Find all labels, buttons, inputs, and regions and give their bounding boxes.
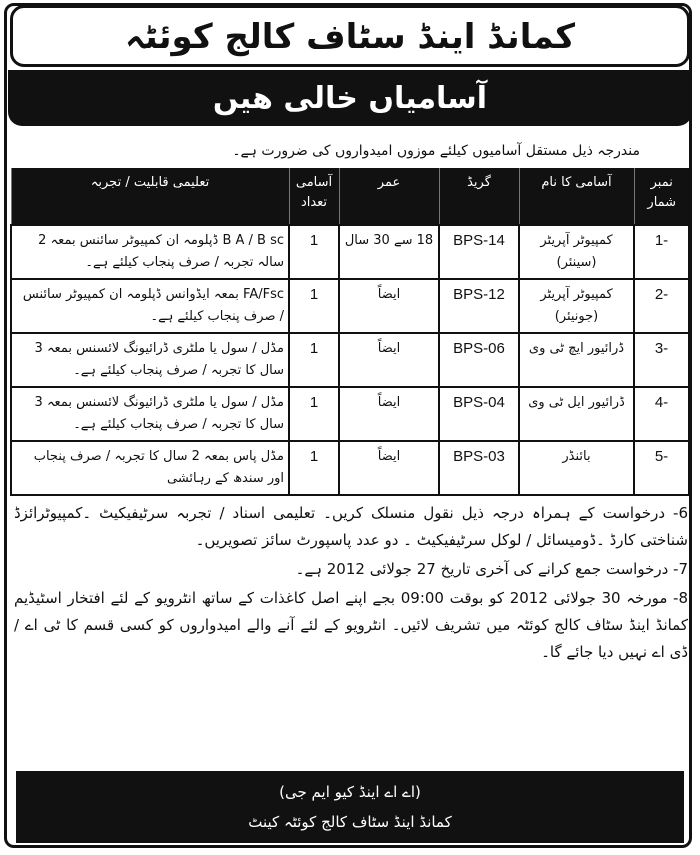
intro-text: مندرجہ ذیل مستقل آسامیوں کیلئے موزوں امیدواروں کی ضرورت ہے۔: [232, 143, 640, 159]
cell-grade: BPS-12: [439, 279, 519, 333]
cell-post: کمپیوٹر آپریٹر (جونیئر): [519, 279, 634, 333]
cell-grade: BPS-06: [439, 333, 519, 387]
cell-count: 1: [289, 333, 339, 387]
vacancies-banner: [8, 70, 692, 126]
cell-qualification: FA/Fsc بمعہ ایڈوانس ڈپلومہ ان کمپیوٹر سائنس / صرف پنجاب کیلئے ہے۔: [11, 279, 289, 333]
cell-post: ڈرائیور ایل ٹی وی: [519, 387, 634, 441]
footer-line-2: کمانڈ اینڈ سٹاف کالج کوئٹہ کینٹ: [248, 813, 452, 831]
table-row: [11, 441, 689, 495]
cell-qualification: مڈل / سول یا ملٹری ڈرائیونگ لائسنس بمعہ 3 سال کا تجربہ / صرف پنجاب کیلئے ہے۔: [11, 333, 289, 387]
cell-count: 1: [289, 441, 339, 495]
cell-age: ایضاً: [339, 387, 439, 441]
cell-serial: -5: [634, 441, 689, 495]
title-box: [10, 5, 690, 67]
cell-serial: -4: [634, 387, 689, 441]
cell-serial: -1: [634, 225, 689, 279]
cell-grade: BPS-04: [439, 387, 519, 441]
cell-count: 1: [289, 225, 339, 279]
cell-age: ایضاً: [339, 333, 439, 387]
cell-serial: -3: [634, 333, 689, 387]
header-post: آسامی کا نام: [519, 168, 634, 225]
note-8: 8- مورخہ 30 جولائی 2012 کو بوقت 09:00 بجے اپنے اصل کاغذات کے ساتھ انٹرویو کے لئے افتخار اسٹیڈیم کمانڈ اینڈ سٹاف کالج کوئٹہ میں تشریف لائیں۔ انٹرویو کے لئے آنے والے امیدواروں کو کسی قسم کا ٹی اے / ڈی اے نہیں دیا جائے گا۔: [14, 589, 688, 661]
table-header-row: [11, 168, 689, 225]
cell-post: بائنڈر: [519, 441, 634, 495]
vacancies-table: [10, 168, 690, 496]
cell-post: ڈرائیور ایچ ٹی وی: [519, 333, 634, 387]
header-count: آسامی تعداد: [289, 168, 339, 225]
table-row: [11, 279, 689, 333]
footer-line-1: (اے اے اینڈ کیو ایم جی): [279, 783, 421, 801]
cell-post: کمپیوٹر آپریٹر (سینئر): [519, 225, 634, 279]
header-age: عمر: [339, 168, 439, 225]
cell-age: 18 سے 30 سال: [339, 225, 439, 279]
table-row: [11, 225, 689, 279]
header-qualification: تعلیمی قابلیت / تجربہ: [11, 168, 289, 225]
cell-qualification: B A / B sc ڈپلومہ ان کمپیوٹر سائنس بمعہ 2 سالہ تجربہ / صرف پنجاب کیلئے ہے۔: [11, 225, 289, 279]
cell-qualification: مڈل / سول یا ملٹری ڈرائیونگ لائسنس بمعہ 3 سال کا تجربہ / صرف پنجاب کیلئے ہے۔: [11, 387, 289, 441]
banner-text: آسامیاں خالی ھیں: [212, 80, 488, 116]
table-row: [11, 333, 689, 387]
page-title: کمانڈ اینڈ سٹاف کالج کوئٹہ: [124, 16, 576, 57]
cell-age: ایضاً: [339, 441, 439, 495]
table-row: [11, 387, 689, 441]
note-6: 6- درخواست کے ہمراہ درجہ ذیل نقول منسلک کریں۔ تعلیمی اسناد / تجربہ سرٹیفیکیٹ ۔کمپیوٹرائزڈ شناختی کارڈ ۔ڈومیسائل / لوکل سرٹیفیکیٹ ۔ دو عدد پاسپورٹ سائز تصویریں۔: [14, 504, 688, 549]
notes: [10, 496, 690, 668]
cell-grade: BPS-14: [439, 225, 519, 279]
cell-grade: BPS-03: [439, 441, 519, 495]
header-serial: نمبر شمار: [634, 168, 689, 225]
cell-age: ایضاً: [339, 279, 439, 333]
cell-count: 1: [289, 387, 339, 441]
cell-count: 1: [289, 279, 339, 333]
content-flow: [10, 168, 690, 843]
note-7: 7- درخواست جمع کرانے کی آخری تاریخ 27 جولائی 2012 ہے۔: [295, 560, 688, 578]
cell-serial: -2: [634, 279, 689, 333]
cell-qualification: مڈل پاس بمعہ 2 سال کا تجربہ / صرف پنجاب اور سندھ کے رہائشی: [11, 441, 289, 495]
header-grade: گریڈ: [439, 168, 519, 225]
footer-signature: [16, 771, 684, 843]
